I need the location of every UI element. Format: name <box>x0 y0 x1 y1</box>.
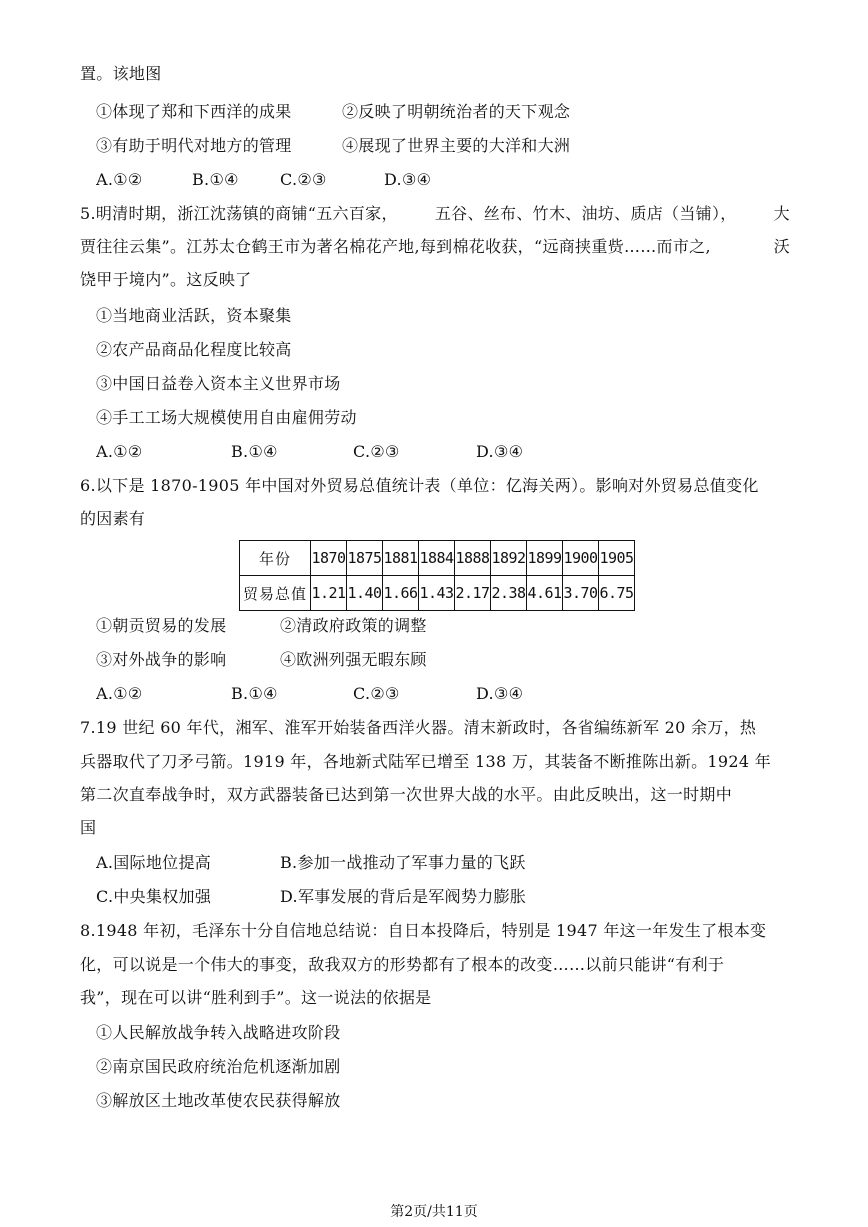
q4-choice-b: B.①④ <box>192 170 239 189</box>
q8-option-2: ②南京国民政府统治危机逐渐加剧 <box>96 1057 341 1076</box>
q6-choice-c: C.②③ <box>353 684 400 703</box>
q5-stem-line2-a: 贾往往云集”。江苏太仓鹤王市为著名棉花产地,每到棉花收获，“远商挟重赀……而市之, <box>80 237 711 256</box>
q6-option-1: ①朝贡贸易的发展 <box>96 616 227 635</box>
q5-choice-a: A.①② <box>96 442 143 461</box>
q5-stem-line1-b: 五谷、丝布、竹木、油坊、质店（当铺）， <box>434 204 737 223</box>
q4-choice-d: D.③④ <box>384 170 432 189</box>
page-number-footer: 第2页/共11页 <box>390 1204 478 1220</box>
q4-options-row1 <box>96 100 616 124</box>
table-cell-value: 1.21 <box>311 576 347 611</box>
q5-stem-line2 <box>80 235 790 259</box>
q7-choice-b: B.参加一战推动了军事力量的飞跃 <box>280 853 526 872</box>
q8-option-1: ①人民解放战争转入战略进攻阶段 <box>96 1023 341 1042</box>
q5-choice-b: B.①④ <box>231 442 278 461</box>
q5-stem-line1-c: 大 <box>773 204 790 223</box>
q6-choice-a: A.①② <box>96 684 143 703</box>
q4-option-1: ①体现了郑和下西洋的成果 <box>96 102 292 121</box>
table-header-value: 贸易总值 <box>240 576 311 611</box>
q4-choice-c: C.②③ <box>280 170 327 189</box>
q6-stem-line1: 6.以下是 1870-1905 年中国对外贸易总值统计表（单位：亿海关两）。影响对外贸易总值变化 <box>80 476 759 495</box>
q6-choice-b: B.①④ <box>231 684 278 703</box>
table-cell-value: 2.17 <box>455 576 491 611</box>
q4-option-4: ④展现了世界主要的大洋和大洲 <box>342 136 571 155</box>
q4-option-2: ②反映了明朝统治者的天下观念 <box>342 102 571 121</box>
q7-stem-line4: 国 <box>80 818 97 837</box>
q6-option-3: ③对外战争的影响 <box>96 650 227 669</box>
q5-choices <box>96 440 576 464</box>
q4-stem-tail: 置。该地图 <box>80 64 162 83</box>
q5-option-3: ③中国日益卷入资本主义世界市场 <box>96 374 341 393</box>
table-cell-year: 1888 <box>455 541 491 576</box>
table-cell-year: 1884 <box>419 541 455 576</box>
table-cell-year: 1875 <box>347 541 383 576</box>
q4-option-3: ③有助于明代对地方的管理 <box>96 136 292 155</box>
table-cell-value: 1.43 <box>419 576 455 611</box>
q6-options-row1 <box>96 614 616 638</box>
table-cell-value: 1.40 <box>347 576 383 611</box>
q4-options-row2 <box>96 134 616 158</box>
q8-stem-line1: 8.1948 年初，毛泽东十分自信地总结说：自日本投降后，特别是 1947 年这一年发生了根本变 <box>80 921 767 940</box>
q6-option-4: ④欧洲列强无暇东顾 <box>280 650 427 669</box>
table-cell-year: 1870 <box>311 541 347 576</box>
q7-choice-c: C.中央集权加强 <box>96 887 212 906</box>
q7-choice-d: D.军事发展的背后是军阀势力膨胀 <box>280 887 527 906</box>
q5-choice-d: D.③④ <box>476 442 524 461</box>
table-cell-year: 1900 <box>563 541 599 576</box>
q5-option-1: ①当地商业活跃，资本聚集 <box>96 306 292 325</box>
trade-value-table <box>239 540 635 611</box>
table-cell-year: 1899 <box>527 541 563 576</box>
table-cell-year: 1905 <box>599 541 635 576</box>
q8-option-3: ③解放区土地改革使农民获得解放 <box>96 1091 341 1110</box>
table-cell-year: 1892 <box>491 541 527 576</box>
table-cell-value: 4.61 <box>527 576 563 611</box>
table-cell-value: 1.66 <box>383 576 419 611</box>
q8-stem-line3: 我”，现在可以讲“胜利到手”。这一说法的依据是 <box>80 988 432 1007</box>
q7-stem-line2: 兵器取代了刀矛弓箭。1919 年，各地新式陆军已增至 138 万，其装备不断推陈出新。1924 年 <box>80 752 772 771</box>
table-cell-value: 2.38 <box>491 576 527 611</box>
q5-option-4: ④手工工场大规模使用自由雇佣劳动 <box>96 408 357 427</box>
q5-stem-line1 <box>80 202 790 226</box>
q5-stem-line3: 饶甲于境内”。这反映了 <box>80 270 252 289</box>
table-header-year: 年份 <box>240 541 311 576</box>
q6-choice-d: D.③④ <box>476 684 524 703</box>
table-row-years <box>240 541 635 576</box>
q5-stem-line1-a: 5.明清时期，浙江沈荡镇的商铺“五六百家， <box>80 204 398 223</box>
q7-stem-line3: 第二次直奉战争时，双方武器装备已达到第一次世界大战的水平。由此反映出，这一时期中 <box>80 785 733 804</box>
q4-choice-a: A.①② <box>96 170 143 189</box>
q5-option-2: ②农产品商品化程度比较高 <box>96 340 292 359</box>
q6-stem-line2: 的因素有 <box>80 509 146 528</box>
table-cell-year: 1881 <box>383 541 419 576</box>
q6-options-row2 <box>96 648 616 672</box>
q6-option-2: ②清政府政策的调整 <box>280 616 427 635</box>
table-row-values <box>240 576 635 611</box>
q6-choices <box>96 682 576 706</box>
table-cell-value: 3.70 <box>563 576 599 611</box>
q5-choice-c: C.②③ <box>353 442 400 461</box>
q7-choices-row1 <box>96 851 616 875</box>
q5-stem-line2-b: 沃 <box>773 237 790 256</box>
q7-choice-a: A.国际地位提高 <box>96 853 212 872</box>
q7-choices-row2 <box>96 885 616 909</box>
q8-stem-line2: 化，可以说是一个伟大的事变，敌我双方的形势都有了根本的改变……以前只能讲“有利于 <box>80 955 725 974</box>
q4-choices <box>96 168 496 192</box>
q7-stem-line1: 7.19 世纪 60 年代，湘军、淮军开始装备西洋火器。清末新政时，各省编练新军 20 余万，热 <box>80 718 757 737</box>
table-cell-value: 6.75 <box>599 576 635 611</box>
